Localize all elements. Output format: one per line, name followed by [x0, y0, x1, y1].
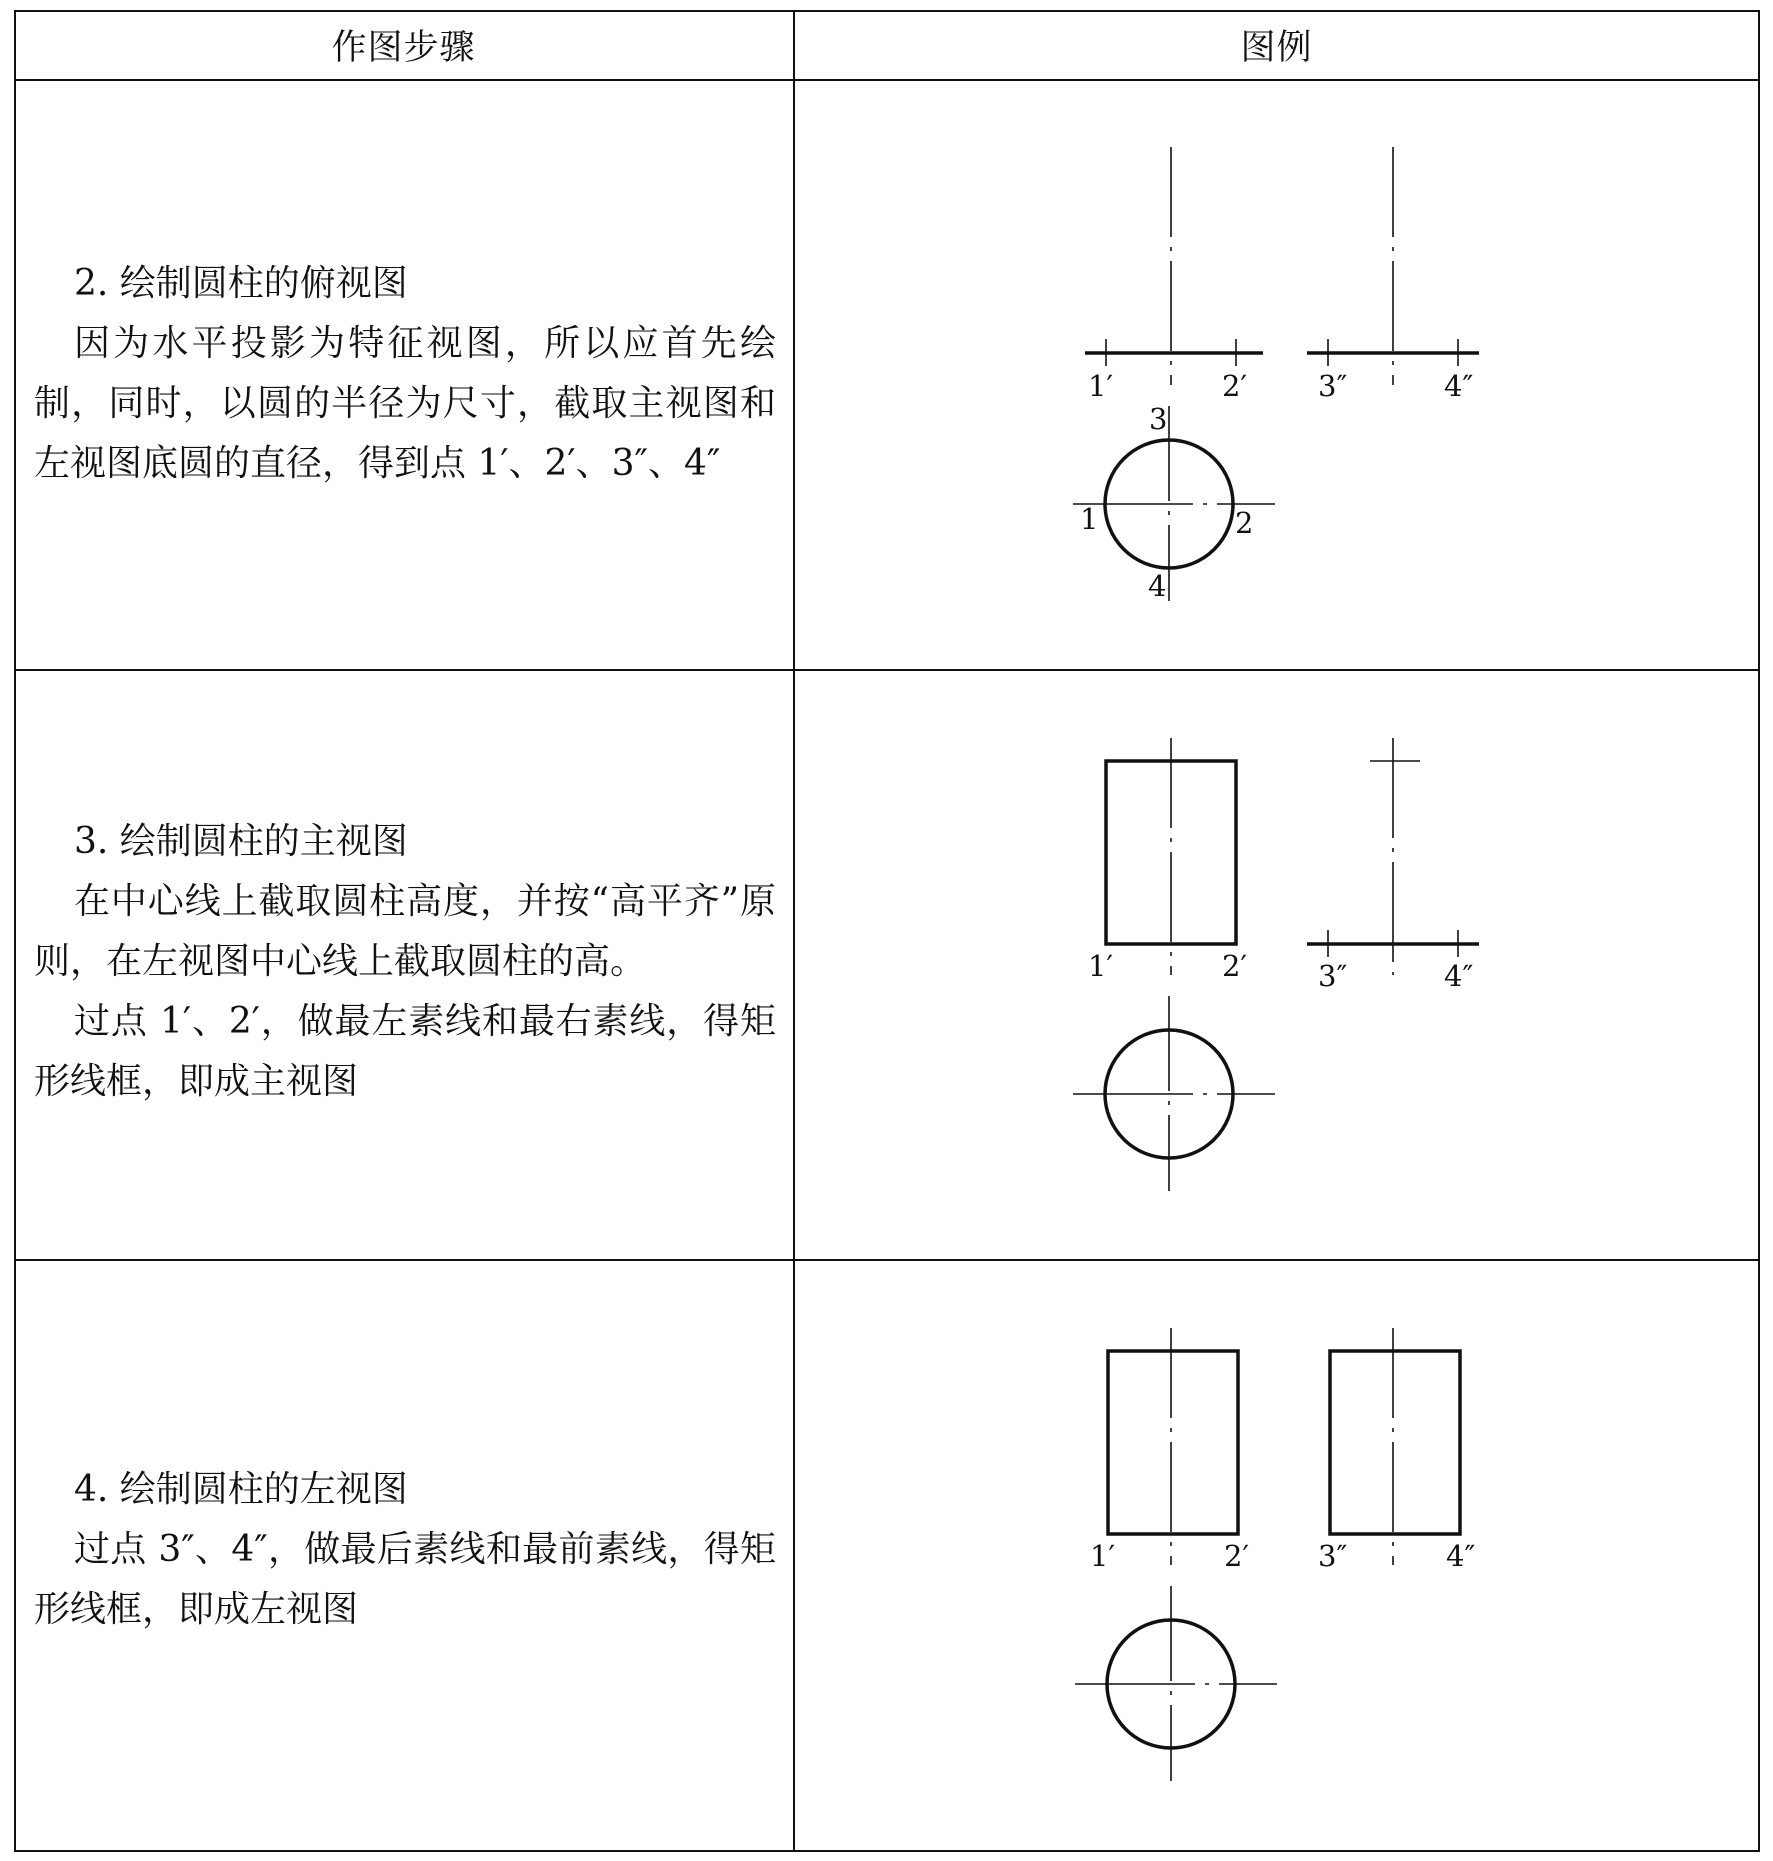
label-4-double-prime: 4″	[1446, 1539, 1476, 1573]
label-1-prime: 1′	[1090, 1539, 1116, 1573]
header-steps: 作图步骤	[331, 28, 476, 68]
label-point-2: 2	[1235, 506, 1254, 540]
label-3-double-prime: 3″	[1318, 1539, 1348, 1573]
label-point-4: 4	[1148, 569, 1167, 603]
step-title: 4. 绘制圆柱的左视图	[74, 1469, 408, 1510]
label-4-double-prime: 4″	[1444, 369, 1474, 403]
label-2-prime: 2′	[1224, 1539, 1250, 1573]
step-paragraph: 因为水平投影为特征视图，所以应首先绘制，同时，以圆的半径为尺寸，截取主视图和左视图底圆的直径，得到点 1′、2′、3″、4″	[34, 323, 776, 484]
side-view-rectangle	[1330, 1351, 1460, 1534]
label-2-prime: 2′	[1222, 369, 1248, 403]
label-4-double-prime: 4″	[1444, 959, 1474, 993]
label-1-prime: 1′	[1088, 949, 1114, 983]
label-point-3: 3	[1149, 402, 1168, 436]
label-3-double-prime: 3″	[1318, 959, 1348, 993]
step-paragraph: 过点 3″、4″，做最后素线和最前素线，得矩形线框，即成左视图	[34, 1529, 776, 1630]
label-3-double-prime: 3″	[1318, 369, 1348, 403]
step-paragraph: 在中心线上截取圆柱高度，并按“高平齐”原则，在左视图中心线上截取圆柱的高。	[34, 881, 776, 982]
label-1-prime: 1′	[1088, 369, 1114, 403]
front-view-rectangle	[1108, 1351, 1238, 1534]
step-title: 2. 绘制圆柱的俯视图	[74, 263, 408, 304]
label-2-prime: 2′	[1222, 949, 1248, 983]
step-title: 3. 绘制圆柱的主视图	[74, 821, 408, 862]
header-figure: 图例	[1240, 28, 1313, 68]
step-paragraph: 过点 1′、2′，做最左素线和最右素线，得矩形线框，即成主视图	[34, 1001, 776, 1102]
label-point-1: 1	[1080, 502, 1099, 536]
